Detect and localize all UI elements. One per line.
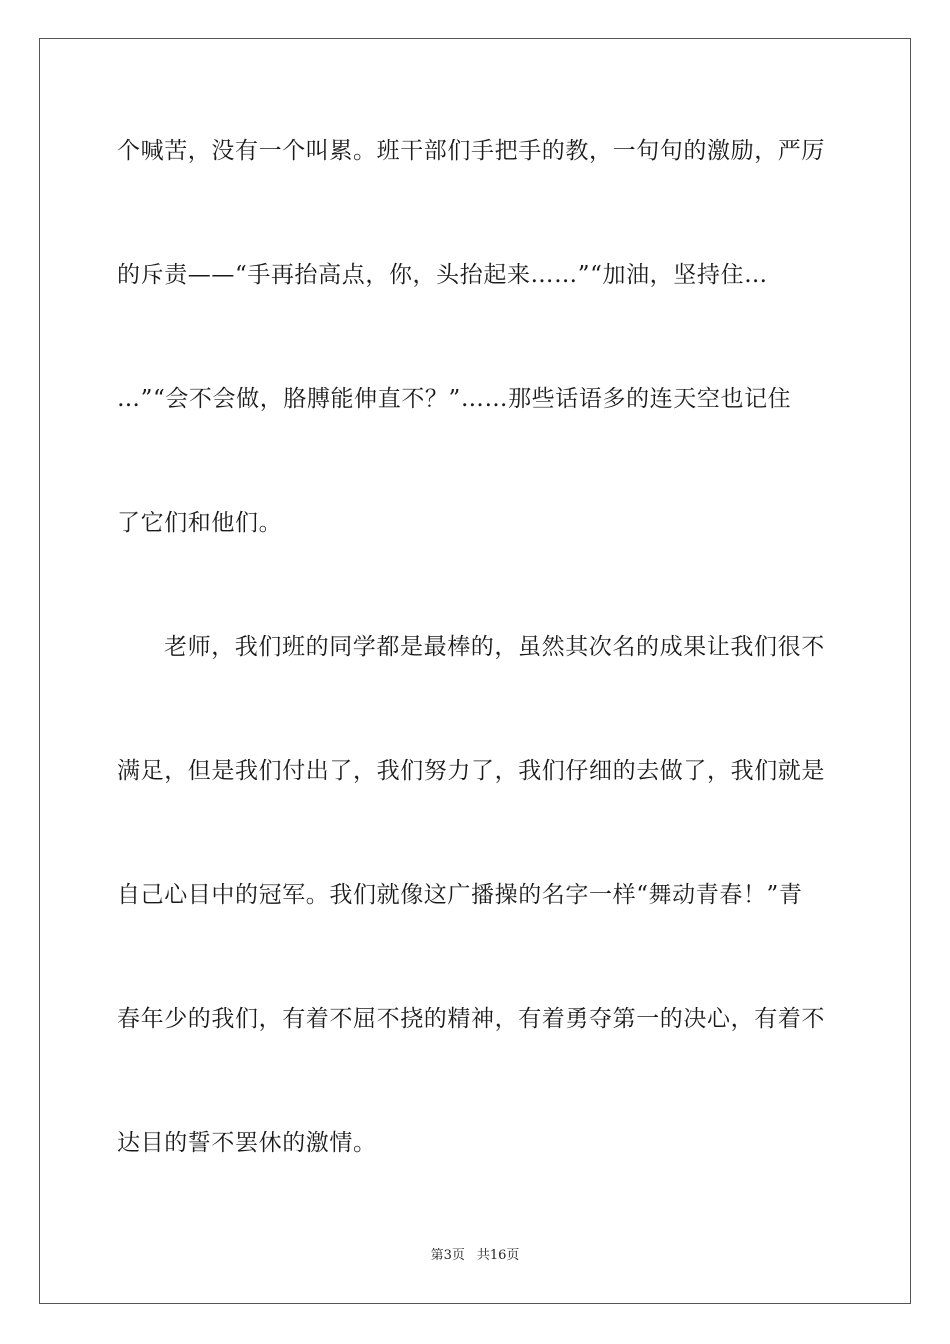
text-line-8: 春年少的我们，有着不屈不挠的精神，有着勇夺第一的决心，有着不 xyxy=(117,1006,825,1032)
text-line-2: 的斥责——“手再抬高点，你，头抬起来……”“加油，坚持住… xyxy=(117,262,768,288)
text-line-3: …”“会不会做，胳膊能伸直不？”……那些话语多的连天空也记住 xyxy=(117,386,792,412)
text-line-1: 个喊苦，没有一个叫累。班干部们手把手的教，一句句的激励，严厉 xyxy=(117,138,825,164)
text-line-5: 老师，我们班的同学都是最棒的，虽然其次名的成果让我们很不 xyxy=(164,634,825,660)
page-footer xyxy=(0,1247,950,1265)
page-number: 第3页 xyxy=(430,1248,465,1263)
text-line-7: 自己心目中的冠军。我们就像这广播操的名字一样“舞动青春！”青 xyxy=(117,882,803,908)
page-border xyxy=(39,38,911,1304)
text-line-9: 达目的誓不罢休的激情。 xyxy=(117,1130,377,1156)
page-total: 共16页 xyxy=(476,1248,520,1263)
text-line-4: 了它们和他们。 xyxy=(117,510,283,536)
text-line-6: 满足，但是我们付出了，我们努力了，我们仔细的去做了，我们就是 xyxy=(117,758,825,784)
